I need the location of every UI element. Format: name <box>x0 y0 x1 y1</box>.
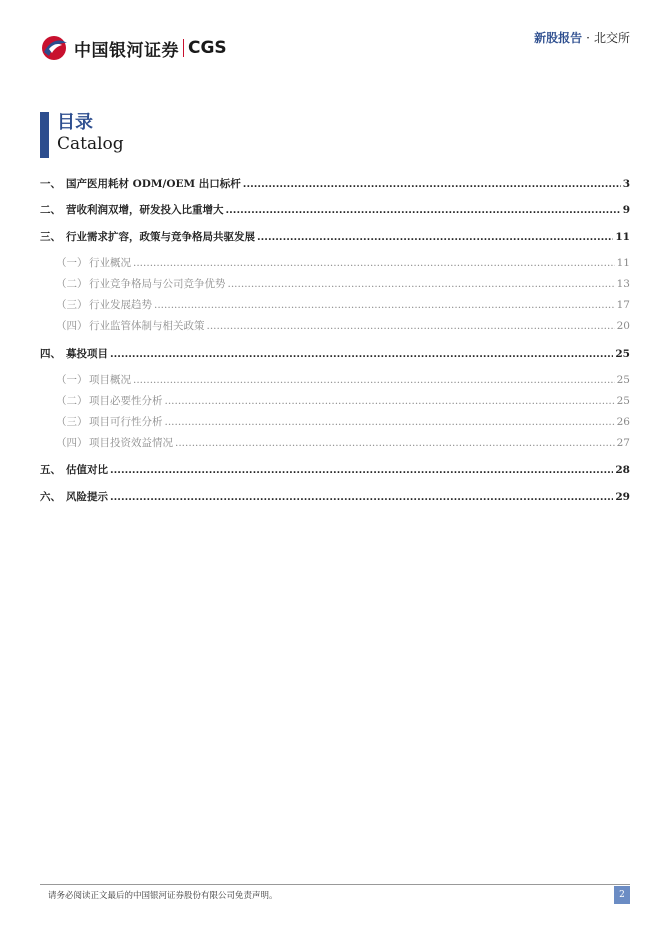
toc-entry-number: （二） <box>56 395 88 407</box>
toc-entry-label: 风险提示 <box>66 491 108 503</box>
toc-dot-leader <box>228 278 615 290</box>
toc-dot-leader <box>110 348 613 360</box>
toc-entry-page: 25 <box>616 395 630 407</box>
toc-entry[interactable] <box>40 346 630 364</box>
footer-disclaimer: 请务必阅读正文最后的中国银河证券股份有限公司免责声明。 <box>48 891 278 901</box>
toc-entry-label: 行业监管体制与相关政策 <box>89 320 205 332</box>
company-logo <box>40 34 227 62</box>
toc-subentry[interactable] <box>56 414 630 432</box>
toc-entry-number: （四） <box>56 437 88 449</box>
toc-entry[interactable] <box>40 462 630 480</box>
toc-dot-leader <box>243 178 621 190</box>
page-number: 2 <box>614 886 630 904</box>
toc-dot-leader <box>257 231 613 243</box>
toc-entry-label: 估值对比 <box>66 464 108 476</box>
logo-divider <box>183 39 184 57</box>
toc-entry-label: 项目必要性分析 <box>89 395 163 407</box>
toc-dot-leader <box>207 320 615 332</box>
toc-entry-page: 13 <box>616 278 630 290</box>
toc-subentry[interactable] <box>56 435 630 453</box>
toc-entry-page: 28 <box>615 464 630 476</box>
toc-subentry[interactable] <box>56 318 630 336</box>
toc-entry-page: 20 <box>616 320 630 332</box>
toc-entry-page: 25 <box>615 348 630 360</box>
toc-dot-leader <box>165 416 615 428</box>
toc-entry-label: 行业竞争格局与公司竞争优势 <box>89 278 226 290</box>
toc-entry-label: 国产医用耗材 ODM/OEM 出口标杆 <box>66 178 241 190</box>
toc-entry-page: 9 <box>622 204 630 216</box>
exchange-name: 北交所 <box>593 31 630 45</box>
toc-entry-number: 一、 <box>40 178 61 190</box>
toc-subentry[interactable] <box>56 255 630 273</box>
toc-entry-number: （二） <box>56 278 88 290</box>
toc-entry-page: 25 <box>616 374 630 386</box>
toc-entry-number: 三、 <box>40 231 61 243</box>
toc-entry-number: （一） <box>56 374 88 386</box>
toc-entry-label: 项目概况 <box>89 374 131 386</box>
toc-entry-label: 项目可行性分析 <box>89 416 163 428</box>
toc-entry-page: 11 <box>615 231 630 243</box>
toc-entry-number: （三） <box>56 299 88 311</box>
toc-entry-number: 四、 <box>40 348 61 360</box>
toc-entry-page: 17 <box>616 299 630 311</box>
toc-entry-number: 五、 <box>40 464 61 476</box>
toc-entry-page: 29 <box>615 491 630 503</box>
report-category <box>534 29 630 46</box>
toc-entry[interactable] <box>40 229 630 247</box>
toc-dot-leader <box>154 299 615 311</box>
toc-entry-label: 行业概况 <box>89 257 131 269</box>
toc-entry-label: 行业发展趋势 <box>89 299 152 311</box>
toc-dot-leader <box>133 374 615 386</box>
logo-english-name: CGS <box>188 38 227 58</box>
galaxy-logo-icon <box>40 34 70 62</box>
toc-entry-page: 11 <box>616 257 630 269</box>
toc-entry[interactable] <box>40 202 630 220</box>
toc-dot-leader <box>165 395 615 407</box>
header-separator: · <box>586 31 590 45</box>
toc-subentry[interactable] <box>56 393 630 411</box>
toc-subtitle: Catalog <box>57 134 124 154</box>
toc-dot-leader <box>226 204 621 216</box>
toc-entry-label: 营收利润双增，研发投入比重增大 <box>66 204 224 216</box>
toc-entry-page: 26 <box>616 416 630 428</box>
toc-dot-leader <box>133 257 615 269</box>
toc-entry-page: 3 <box>622 178 630 190</box>
logo-chinese-name: 中国银河证券 <box>74 40 179 61</box>
toc-title: 目录 <box>57 112 93 133</box>
toc-entry-label: 项目投资效益情况 <box>89 437 173 449</box>
toc-dot-leader <box>110 491 613 503</box>
toc-entry-label: 募投项目 <box>66 348 108 360</box>
footer-divider <box>40 884 630 885</box>
toc-dot-leader <box>175 437 615 449</box>
toc-entry-number: 二、 <box>40 204 61 216</box>
toc-entry-number: 六、 <box>40 491 61 503</box>
toc-entry[interactable] <box>40 489 630 507</box>
toc-subentry[interactable] <box>56 276 630 294</box>
toc-dot-leader <box>110 464 613 476</box>
toc-subentry[interactable] <box>56 372 630 390</box>
toc-subentry[interactable] <box>56 297 630 315</box>
toc-entry[interactable] <box>40 176 630 194</box>
toc-entry-page: 27 <box>616 437 630 449</box>
toc-title-accent-bar <box>40 112 49 158</box>
toc-entry-label: 行业需求扩容，政策与竞争格局共驱发展 <box>66 231 255 243</box>
toc-entry-number: （四） <box>56 320 88 332</box>
report-type: 新股报告 <box>534 31 583 45</box>
toc-entry-number: （三） <box>56 416 88 428</box>
toc-entry-number: （一） <box>56 257 88 269</box>
